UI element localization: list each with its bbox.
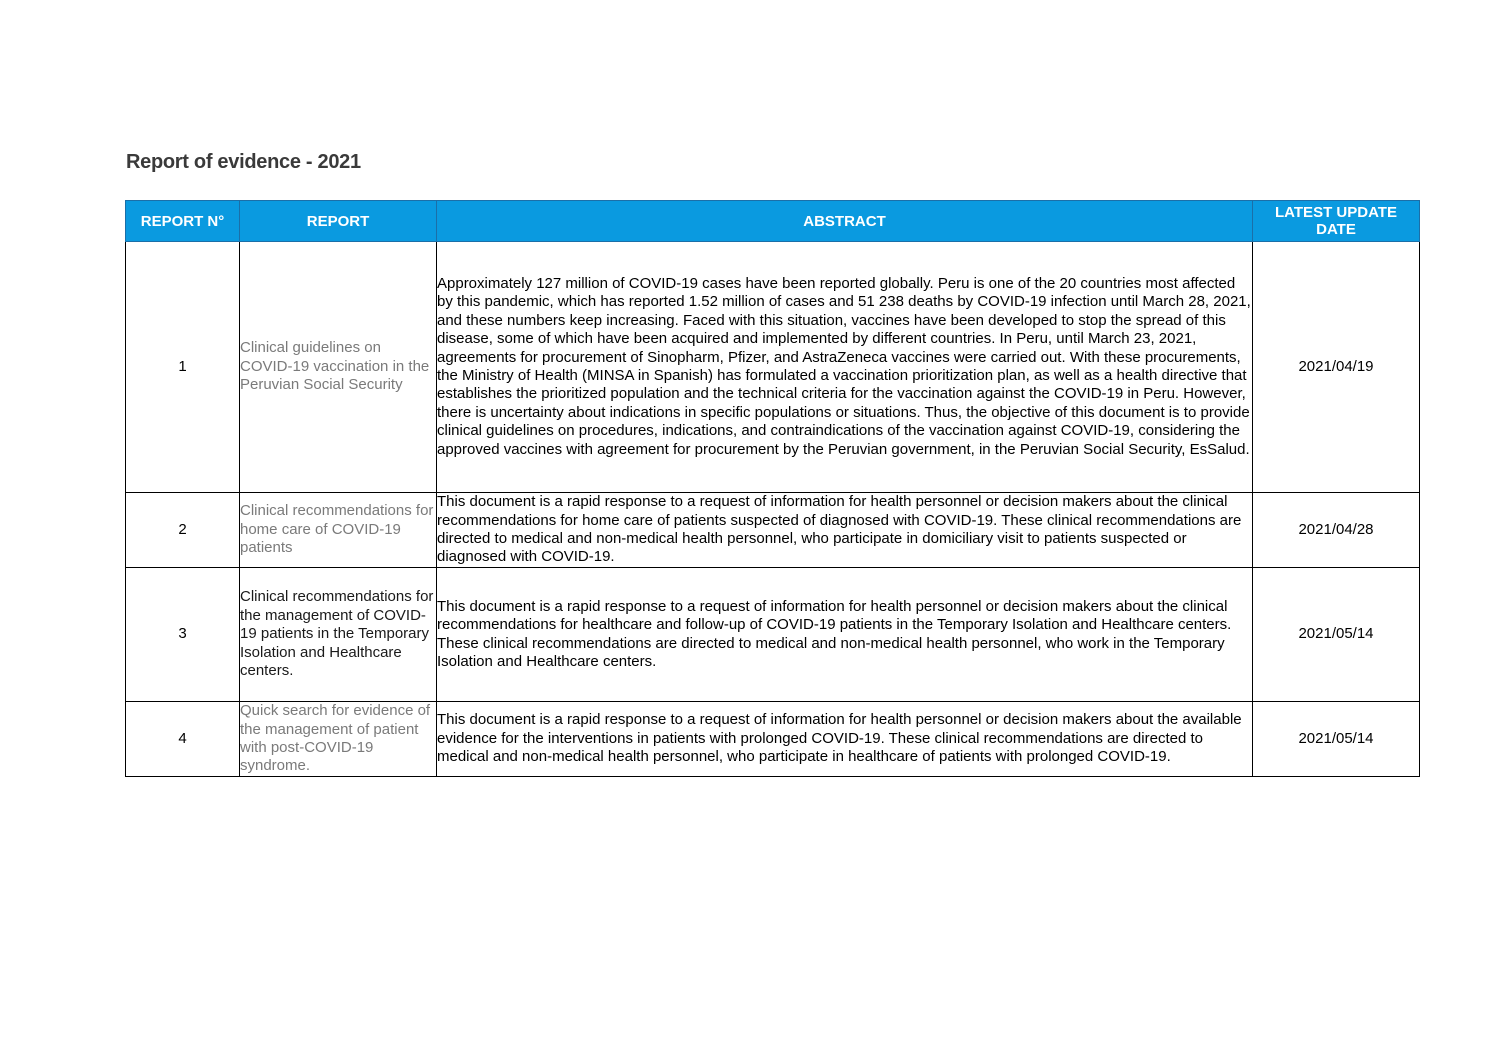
abstract-cell: This document is a rapid response to a request of information for health personnel or decision makers about the clinical recommendations for healthcare and follow-up of COVID-19 patients in the Temporary Isolation and Healthcare centers. These clinical recommendations are directed to medical and non-medical health personnel, who work in the Temporary Isolation and Healthcare centers. — [437, 568, 1253, 702]
abstract-cell: Approximately 127 million of COVID-19 cases have been reported globally. Peru is one of the 20 countries most affected by this pandemic, which has reported 1.52 million of cases and 51 238 deaths by COVID-19 infection until March 28, 2021, and these numbers keep increasing. Faced with this situation, vaccines have been developed to stop the spread of this disease, some of which have been acquired and implemented by different countries. In Peru, until March 23, 2021, agreements for procurement of Sinopharm, Pfizer, and AstraZeneca vaccines were carried out. With these procurements, the Ministry of Health (MINSA in Spanish) has formulated a vaccination prioritization plan, as well as a health directive that establishes the prioritized population and the technical criteria for the vaccination against the COVID-19 in Peru. However, there is uncertainty about indications in specific populations or situations. Thus, the objective of this document is to provide clinical guidelines on procedures, indications, and contraindications of the vaccination against COVID-19, considering the approved vaccines with agreement for procurement by the Peruvian government, in the Peruvian Social Security, EsSalud. — [437, 242, 1253, 493]
column-header-latest-update-date: LATEST UPDATE DATE — [1253, 201, 1420, 242]
report-link[interactable]: Clinical recommendations for the management of COVID-19 patients in the Temporary Isolation and Healthcare centers. — [240, 568, 437, 702]
abstract-cell: This document is a rapid response to a request of information for health personnel or decision makers about the available evidence for the interventions in patients with prolonged COVID-19. These clinical recommendations are directed to medical and non-medical health personnel, who participate in healthcare of patients with prolonged COVID-19. — [437, 702, 1253, 777]
column-header-report: REPORT — [240, 201, 437, 242]
table-row — [126, 702, 1420, 777]
evidence-table — [125, 200, 1420, 777]
report-number-cell: 4 — [126, 702, 240, 777]
table-row — [126, 568, 1420, 702]
page-title: Report of evidence - 2021 — [126, 151, 361, 173]
report-link[interactable]: Clinical recommendations for home care of COVID-19 patients — [240, 493, 437, 568]
update-date-cell: 2021/04/28 — [1253, 493, 1420, 568]
column-header-abstract: ABSTRACT — [437, 201, 1253, 242]
update-date-cell: 2021/04/19 — [1253, 242, 1420, 493]
report-number-cell: 2 — [126, 493, 240, 568]
update-date-cell: 2021/05/14 — [1253, 702, 1420, 777]
report-number-cell: 1 — [126, 242, 240, 493]
report-link[interactable]: Clinical guidelines on COVID-19 vaccination in the Peruvian Social Security — [240, 242, 437, 493]
report-link[interactable]: Quick search for evidence of the management of patient with post-COVID-19 syndrome. — [240, 702, 437, 777]
table-header-row — [126, 201, 1420, 242]
table-row — [126, 493, 1420, 568]
column-header-report-number: REPORT N° — [126, 201, 240, 242]
report-number-cell: 3 — [126, 568, 240, 702]
update-date-cell: 2021/05/14 — [1253, 568, 1420, 702]
abstract-cell: This document is a rapid response to a request of information for health personnel or decision makers about the clinical recommendations for home care of patients suspected of diagnosed with COVID-19. These clinical recommendations are directed to medical and non-medical health personnel, who participate in domiciliary visit to patients suspected or diagnosed with COVID-19. — [437, 493, 1253, 568]
table-row — [126, 242, 1420, 493]
